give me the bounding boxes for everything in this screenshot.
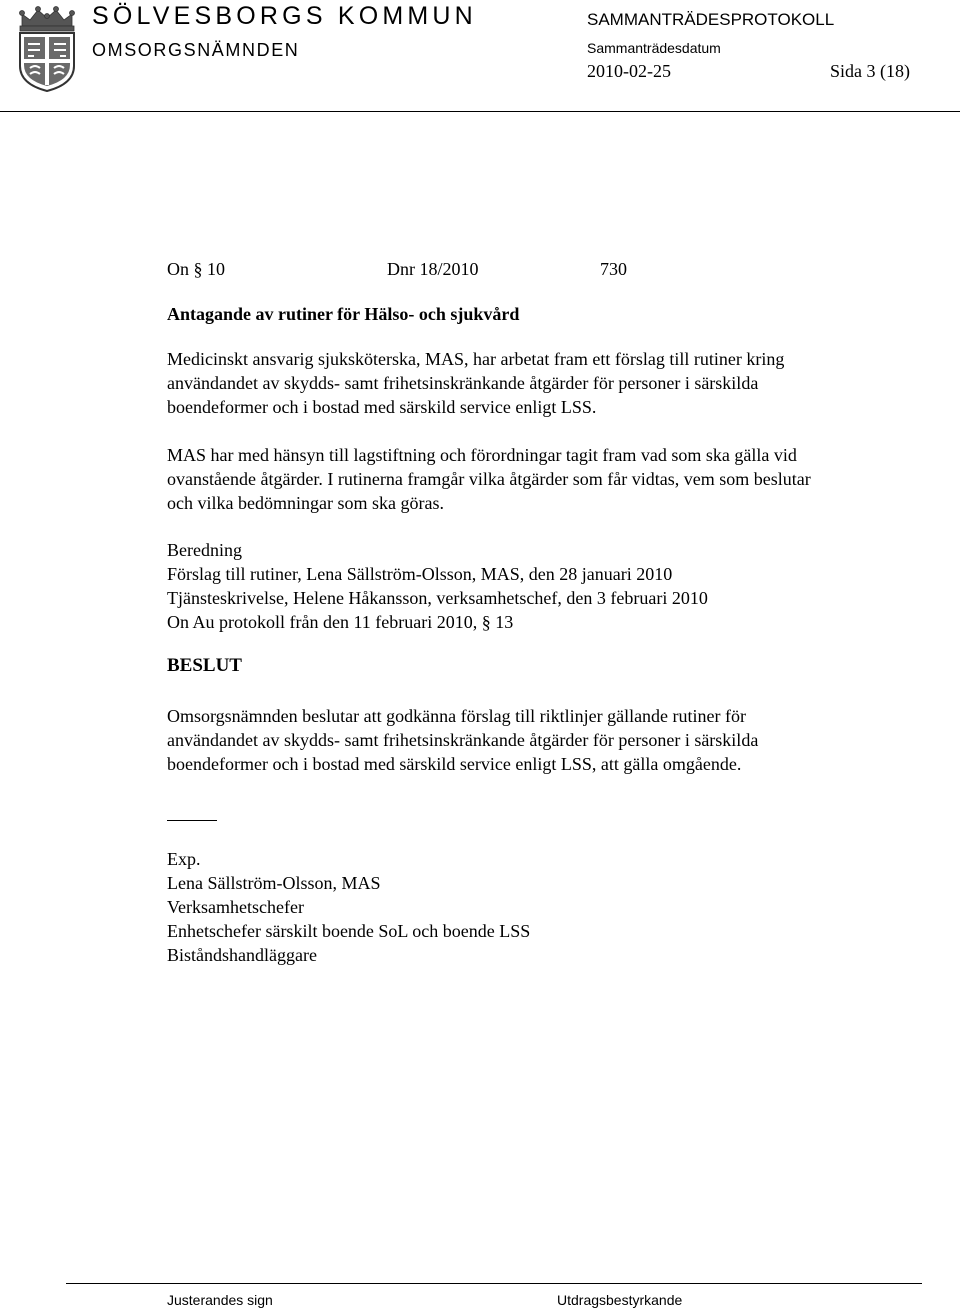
meeting-date: 2010-02-25 bbox=[587, 61, 671, 81]
footer-signature-label: Justerandes sign bbox=[167, 1292, 273, 1308]
beredning-item: Förslag till rutiner, Lena Sällström-Olsson, MAS, den 28 januari 2010 bbox=[167, 564, 673, 584]
case-title: Antagande av rutiner för Hälso- och sjukvård bbox=[167, 304, 520, 324]
section-number: On § 10 bbox=[167, 259, 225, 279]
beredning-item: Tjänsteskrivelse, Helene Håkansson, verksamhetschef, den 3 februari 2010 bbox=[167, 588, 708, 608]
beredning-heading: Beredning bbox=[167, 540, 242, 560]
paragraph-line: användandet av skydds- samt frihetsinskränkande åtgärder för personer i särskilda bbox=[167, 373, 759, 393]
case-reference bbox=[167, 257, 627, 281]
section-separator bbox=[167, 820, 217, 821]
decision-line: Omsorgsnämnden beslutar att godkänna förslag till riktlinjer gällande rutiner för bbox=[167, 706, 747, 726]
committee-name: OMSORGSNÄMNDEN bbox=[92, 40, 300, 60]
case-code: 730 bbox=[600, 259, 627, 279]
beredning-list bbox=[167, 562, 887, 634]
footer-certification-label: Utdragsbestyrkande bbox=[557, 1292, 683, 1308]
distribution-label: Exp. bbox=[167, 849, 201, 869]
diary-number: Dnr 18/2010 bbox=[387, 259, 479, 279]
document-type: SAMMANTRÄDESPROTOKOLL bbox=[587, 10, 835, 29]
distribution-recipient: Biståndshandläggare bbox=[167, 945, 317, 965]
paragraph-line: ovanstående åtgärder. I rutinerna framgår vilka åtgärder som får vidtas, vem som beslutar bbox=[167, 469, 811, 489]
beredning-item: On Au protokoll från den 11 februari 2010, § 13 bbox=[167, 612, 514, 632]
paragraph-line: boendeformer och i bostad med särskild service enligt LSS. bbox=[167, 397, 597, 417]
municipality-name: SÖLVESBORGS KOMMUN bbox=[92, 2, 477, 30]
decision-text bbox=[167, 704, 887, 776]
distribution-recipient: Verksamhetschefer bbox=[167, 897, 304, 917]
page-number: Sida 3 (18) bbox=[830, 61, 910, 81]
distribution-recipient: Enhetschefer särskilt boende SoL och boende LSS bbox=[167, 921, 531, 941]
paragraph-line: MAS har med hänsyn till lagstiftning och förordningar tagit fram vad som ska gälla vid bbox=[167, 445, 797, 465]
paragraph-line: och vilka bedömningar som ska göras. bbox=[167, 493, 444, 513]
decision-line: användandet av skydds- samt frihetsinskränkande åtgärder för personer i särskilda bbox=[167, 730, 759, 750]
footer-divider bbox=[66, 1283, 922, 1284]
decision-line: boendeformer och i bostad med särskild service enligt LSS, att gälla omgående. bbox=[167, 754, 742, 774]
paragraph-line: Medicinskt ansvarig sjuksköterska, MAS, har arbetat fram ett förslag till rutiner kring bbox=[167, 349, 785, 369]
decision-heading: BESLUT bbox=[167, 655, 242, 676]
municipal-crest-logo bbox=[14, 4, 80, 92]
header-divider bbox=[0, 111, 960, 112]
paragraph-details bbox=[167, 443, 887, 515]
distribution-recipient: Lena Sällström-Olsson, MAS bbox=[167, 873, 381, 893]
meeting-date-label: Sammanträdesdatum bbox=[587, 40, 721, 56]
distribution-list bbox=[167, 847, 887, 967]
paragraph-background bbox=[167, 347, 887, 419]
